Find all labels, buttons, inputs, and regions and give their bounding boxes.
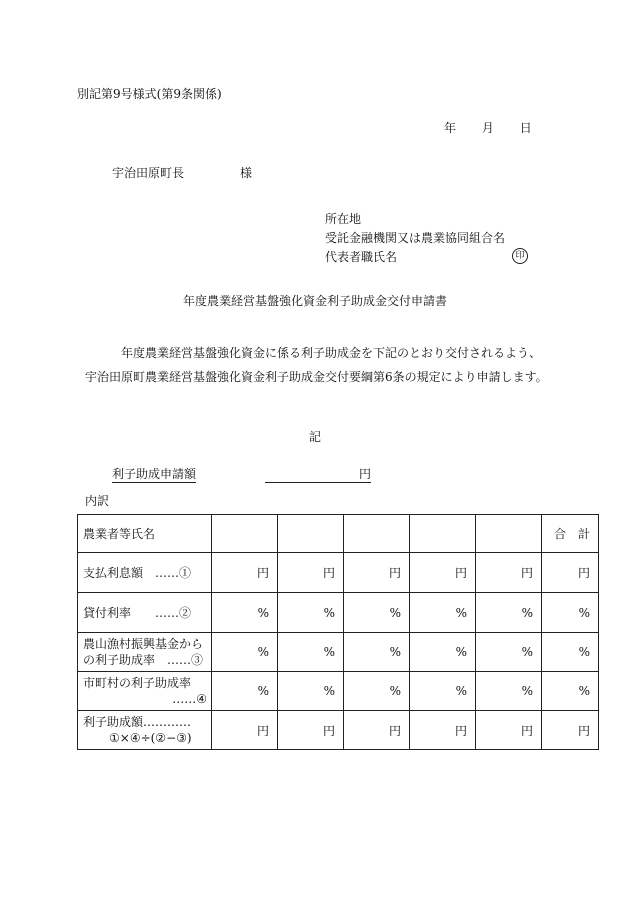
value-cell[interactable]: % <box>212 672 278 711</box>
amount-label: 利子助成申請額 <box>112 467 197 481</box>
header-cell-name: 農業者等氏名 <box>78 515 212 553</box>
organization-label: 受託金融機関又は農業協同組合名 <box>325 231 506 245</box>
value-cell[interactable]: 円 <box>476 711 542 750</box>
total-cell[interactable]: 円 <box>542 553 599 593</box>
representative-label: 代表者職氏名 <box>325 250 398 264</box>
total-cell[interactable]: 円 <box>542 711 599 750</box>
amount-field[interactable] <box>265 467 371 483</box>
value-cell[interactable]: % <box>278 593 344 633</box>
value-cell[interactable]: 円 <box>410 553 476 593</box>
value-cell[interactable]: % <box>344 672 410 711</box>
ki-marker: 記 <box>308 430 321 444</box>
value-cell[interactable]: % <box>212 593 278 633</box>
value-cell[interactable]: % <box>344 633 410 672</box>
value-cell[interactable]: % <box>410 593 476 633</box>
honorific: 様 <box>240 166 253 180</box>
day-label: 日 <box>519 121 532 135</box>
row-label: 支払利息額 ……① <box>78 553 212 593</box>
value-cell[interactable]: % <box>212 633 278 672</box>
form-number: 別記第9号様式(第9条関係) <box>77 87 222 101</box>
applicant-block <box>325 210 505 267</box>
year-label: 年 <box>444 121 457 135</box>
row-label: 貸付利率 ……② <box>78 593 212 633</box>
addressee <box>112 164 252 181</box>
value-cell[interactable]: % <box>278 633 344 672</box>
row-label: 市町村の利子助成率 ……④ <box>78 672 212 711</box>
value-cell[interactable]: 円 <box>344 711 410 750</box>
total-cell[interactable]: % <box>542 633 599 672</box>
document-title: 年度農業経営基盤強化資金利子助成金交付申請書 <box>182 294 447 308</box>
value-cell[interactable]: % <box>476 633 542 672</box>
table-row <box>78 593 599 633</box>
table-row <box>78 633 599 672</box>
value-cell[interactable]: 円 <box>410 711 476 750</box>
value-cell[interactable]: 円 <box>212 553 278 593</box>
value-cell[interactable]: 円 <box>344 553 410 593</box>
address-label: 所在地 <box>325 212 362 226</box>
value-cell[interactable]: 円 <box>278 553 344 593</box>
value-cell[interactable]: 円 <box>278 711 344 750</box>
date-line <box>444 119 554 136</box>
value-cell[interactable]: % <box>476 593 542 633</box>
value-cell[interactable]: 円 <box>212 711 278 750</box>
seal-mark: 印 <box>512 248 528 264</box>
farmer-name-cell[interactable] <box>410 515 476 553</box>
total-cell[interactable]: % <box>542 672 599 711</box>
farmer-name-cell[interactable] <box>278 515 344 553</box>
addressee-name: 宇治田原町長 <box>112 166 185 180</box>
table-row <box>78 672 599 711</box>
breakdown-table <box>77 514 599 750</box>
body-text: 年度農業経営基盤強化資金に係る利子助成金を下記のとおり交付されるよう、宇治田原町農業経営基盤強化資金利子助成金交付要綱第6条の規定により申請します。 <box>85 346 548 384</box>
table-row <box>78 553 599 593</box>
month-label: 月 <box>481 121 494 135</box>
value-cell[interactable]: % <box>344 593 410 633</box>
total-cell[interactable]: % <box>542 593 599 633</box>
farmer-name-cell[interactable] <box>212 515 278 553</box>
table-row <box>78 711 599 750</box>
header-cell-total: 合 計 <box>542 515 599 553</box>
farmer-name-cell[interactable] <box>344 515 410 553</box>
breakdown-label: 内訳 <box>85 494 110 508</box>
value-cell[interactable]: 円 <box>476 553 542 593</box>
value-cell[interactable]: % <box>278 672 344 711</box>
value-cell[interactable]: % <box>410 672 476 711</box>
row-label: 農山漁村振興基金から の利子助成率 ……③ <box>78 633 212 672</box>
table-header-row <box>78 515 599 553</box>
value-cell[interactable]: % <box>476 672 542 711</box>
farmer-name-cell[interactable] <box>476 515 542 553</box>
row-label: 利子助成額………… ①×④÷(②−③) <box>78 711 212 750</box>
value-cell[interactable]: % <box>410 633 476 672</box>
amount-unit: 円 <box>358 467 371 481</box>
